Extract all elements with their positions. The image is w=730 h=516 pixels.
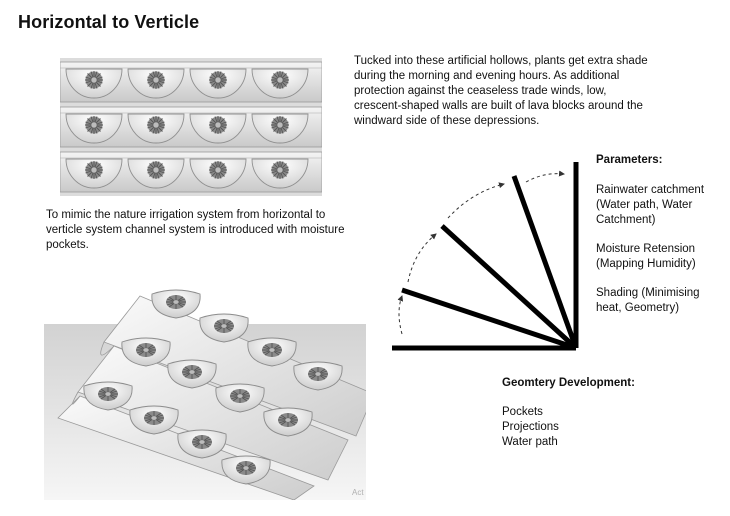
rotation-arrow-1 xyxy=(399,296,402,334)
parameter-shading: Shading (Minimising heat, Geometry) xyxy=(596,287,700,314)
rotation-diagram xyxy=(388,158,588,356)
vertical-channel-figure xyxy=(44,268,366,500)
page-title: Horizontal to Verticle xyxy=(18,12,200,32)
geometry-item-water-path: Water path xyxy=(502,436,558,448)
geometry-item-pockets: Pockets xyxy=(502,406,543,418)
bar-angle-1 xyxy=(402,290,576,348)
rotation-arrow-4 xyxy=(526,174,564,182)
intro-paragraph: Tucked into these artificial hollows, plants get extra shade during the morning and evening hours. As additional protection against the ceaseless trade winds, low, crescent-shaped walls are built of lava blocks around the windward side of these depressions. xyxy=(354,55,648,127)
geometry-heading: Geomtery Development: xyxy=(502,377,635,389)
watermark-text: Act xyxy=(352,488,364,497)
horizontal-pockets-figure xyxy=(60,58,322,196)
geometry-item-projections: Projections xyxy=(502,421,559,433)
rotation-arrow-2 xyxy=(408,234,436,282)
geometry-list xyxy=(502,405,559,450)
rotation-arrow-3 xyxy=(448,184,504,218)
parameter-moisture: Moisture Retension (Mapping Humidity) xyxy=(596,243,696,270)
parameters-heading: Parameters: xyxy=(596,154,663,166)
parameter-rainwater: Rainwater catchment (Water path, Water Catchment) xyxy=(596,184,705,226)
irrigation-paragraph: To mimic the nature irrigation system from horizontal to verticle system channel system is introduced with moisture pockets. xyxy=(46,209,345,251)
